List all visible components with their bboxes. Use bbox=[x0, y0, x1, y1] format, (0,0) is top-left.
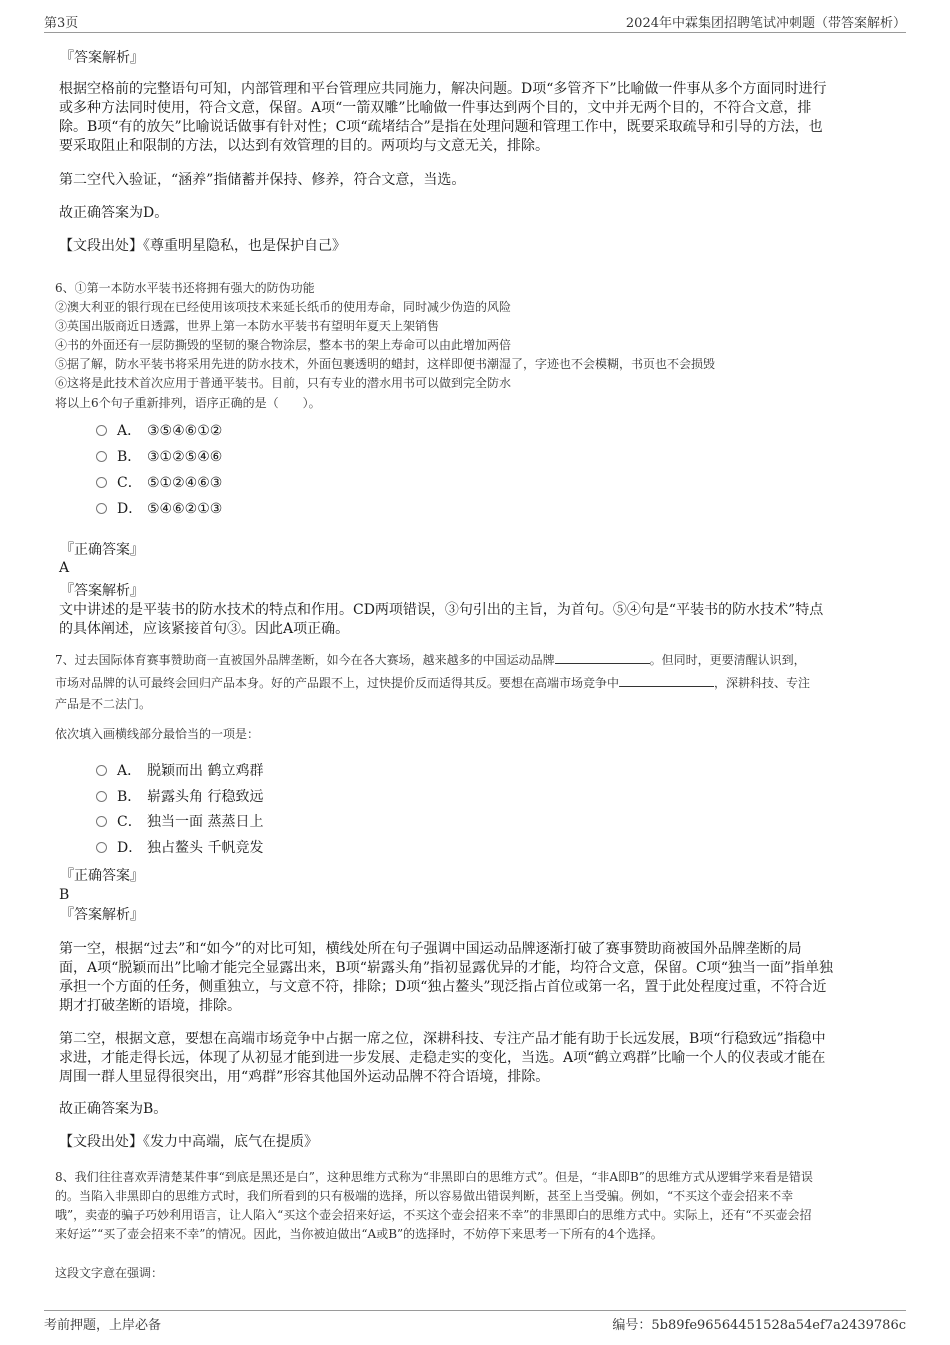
footer-slogan: 考前押题，上岸必备 bbox=[44, 1318, 162, 1333]
q7-option-c[interactable]: C． 独当一面 蒸蒸日上 bbox=[96, 812, 263, 832]
analysis-para1-line3: 除。B项“有的放矢”比喻说话做事有针对性；C项“疏堵结合”是指在处理问题和管理工作中，既要采取疏导和引导的方法，也 bbox=[59, 119, 823, 135]
q7-analysis-para1-line: 期才打破垄断的语境，排除。 bbox=[59, 998, 241, 1014]
q8-line: 8、我们往往喜欢弄清楚某件事“到底是黑还是白”，这种思维方式称为“非黑即白的思维方式”。但是，“非A即B”的思维方式从逻辑学来看是错误 bbox=[55, 1170, 813, 1184]
analysis-para2: 第二空代入验证，“涵养”指储蓄并保持、修养，符合文意，当选。 bbox=[59, 172, 466, 188]
document-title: 2024年中霖集团招聘笔试冲刺题（带答案解析） bbox=[625, 16, 906, 31]
source-citation: 【文段出处】《尊重明星隐私，也是保护自己》 bbox=[59, 238, 346, 254]
q7-option-b[interactable]: B． 崭露头角 行稳致远 bbox=[96, 787, 263, 807]
q7-analysis-para2-line: 第二空，根据文意，要想在高端市场竞争中占据一席之位，深耕科技、专注产品才能有助于长远发展，B项“行稳致远”指稳中 bbox=[59, 1031, 826, 1047]
radio-icon[interactable] bbox=[96, 791, 107, 802]
q6-correct-label: 『正确答案』 bbox=[60, 542, 144, 558]
q7-correct-answer: B bbox=[59, 887, 70, 903]
analysis-para1-line2: 或多种方法同时使用，符合文意，保留。A项“一箭双雕”比喻做一件事达到两个目的，文中并无两个目的，不符合文意，排 bbox=[59, 100, 812, 116]
fill-blank-1 bbox=[555, 651, 650, 664]
radio-icon[interactable] bbox=[96, 816, 107, 827]
q7-analysis-para2-line: 求进，才能走得长远，体现了从初显才能到进一步发展、走稳走实的变化，当选。A项“鹤立鸡群”比喻一个人的仪表或才能在 bbox=[59, 1050, 826, 1066]
q6-option-b[interactable]: B． ③①②⑤④⑥ bbox=[96, 447, 222, 467]
q7-line3: 产品是不二法门。 bbox=[55, 697, 152, 711]
q7-correct-label: 『正确答案』 bbox=[60, 868, 144, 884]
q6-option-d[interactable]: D． ⑤④⑥②①③ bbox=[96, 499, 222, 519]
q6-line: ④书的外面还有一层防撕毁的坚韧的聚合物涂层，整本书的架上寿命可以由此增加两倍 bbox=[55, 338, 512, 352]
q6-line: ⑤据了解，防水平装书将采用先进的防水技术，外面包裹透明的蜡封，这样即便书潮湿了，字迹也不会模糊，书页也不会损毁 bbox=[55, 357, 716, 371]
q6-option-a[interactable]: A． ③⑤④⑥①② bbox=[96, 421, 222, 441]
q7-analysis-label: 『答案解析』 bbox=[60, 907, 144, 923]
analysis-conclusion: 故正确答案为D。 bbox=[59, 205, 169, 221]
q7-prompt: 依次填入画横线部分最恰当的一项是： bbox=[55, 727, 260, 741]
q6-correct-answer: A bbox=[59, 560, 70, 576]
q6-prompt: 将以上6个句子重新排列，语序正确的是（ ）。 bbox=[55, 396, 321, 410]
q7-source-citation: 【文段出处】《发力中高端，底气在提质》 bbox=[59, 1134, 318, 1150]
analysis-para1-line1: 根据空格前的完整语句可知，内部管理和平台管理应共同施力，解决问题。D项“多管齐下”比喻做一件事从多个方面同时进行 bbox=[59, 81, 827, 97]
page-number: 第3页 bbox=[44, 16, 79, 31]
q6-analysis-line1: 文中讲述的是平装书的防水技术的特点和作用。CD两项错误，③句引出的主旨，为首句。⑤④句是“平装书的防水技术”特点 bbox=[59, 602, 824, 618]
q7-conclusion: 故正确答案为B。 bbox=[59, 1101, 168, 1117]
q7-analysis-para1-line: 承担一个方面的任务，侧重独立，与文意不符，排除；D项“独占鳌头”现泛指占首位或第一名，置于此处程度过重，不符合近 bbox=[59, 979, 827, 995]
radio-icon[interactable] bbox=[96, 503, 107, 514]
q6-line: ②澳大利亚的银行现在已经使用该项技术来延长纸币的使用寿命，同时减少伪造的风险 bbox=[55, 300, 512, 314]
q8-prompt: 这段文字意在强调： bbox=[55, 1266, 164, 1280]
radio-icon[interactable] bbox=[96, 425, 107, 436]
q7-option-d[interactable]: D． 独占鳌头 千帆竞发 bbox=[96, 838, 263, 858]
q8-line: 的。当陷入非黑即白的思维方式时，我们所看到的只有极端的选择，所以容易做出错误判断，甚至上当受骗。例如，“不买这个壶会招来不幸 bbox=[55, 1189, 794, 1203]
page-header bbox=[44, 12, 906, 33]
q7-analysis-para1-line: 面，A项“脱颖而出”比喻才能完全显露出来，B项“崭露头角”指初显露优异的才能，均符合文意，保留。C项“独当一面”指单独 bbox=[59, 960, 834, 976]
q7-analysis-para2-line: 周围一群人里显得很突出，用“鸡群”形容其他国外运动品牌不符合语境，排除。 bbox=[59, 1069, 550, 1085]
q7-analysis-para1-line: 第一空，根据“过去”和“如今”的对比可知，横线处所在句子强调中国运动品牌逐渐打破了赛事赞助商被国外品牌垄断的局 bbox=[59, 941, 802, 957]
q8-line: 来好运”“买了壶会招来不幸”的情况。因此，当你被迫做出“A或B”的选择时，不妨停下来思考一下所有的4个选择。 bbox=[55, 1227, 663, 1241]
analysis-para1-line4: 要采取阻止和限制的方法，以达到有效管理的目的。两项均与文意无关，排除。 bbox=[59, 138, 549, 154]
q6-analysis-label: 『答案解析』 bbox=[60, 583, 144, 599]
q8-line: 哦”，卖壶的骗子巧妙利用语言，让人陷入“买这个壶会招来好运，不买这个壶会招来不幸”的非黑即白的思维方式中。实际上，还有“不买壶会招 bbox=[55, 1208, 812, 1222]
document-id: 编号：5b89fe96564451528a54ef7a2439786c bbox=[612, 1318, 906, 1333]
fill-blank-2 bbox=[619, 674, 714, 687]
page-footer bbox=[44, 1314, 906, 1334]
q7-line2: 市场对品牌的认可最终会回归产品本身。好的产品跟不上，过快提价反而适得其反。要想在高端市场竞争中 ，深耕科技、专注 bbox=[55, 676, 811, 690]
analysis-label: 『答案解析』 bbox=[60, 50, 144, 66]
q6-line: ⑥这将是此技术首次应用于普通平装书。目前，只有专业的潜水用书可以做到完全防水 bbox=[55, 376, 512, 390]
q6-analysis-line2: 的具体阐述，应该紧接首句③。因此A项正确。 bbox=[59, 621, 350, 637]
radio-icon[interactable] bbox=[96, 842, 107, 853]
radio-icon[interactable] bbox=[96, 451, 107, 462]
q6-line: 6、①第一本防水平装书还将拥有强大的防伪功能 bbox=[55, 281, 315, 295]
q7-option-a[interactable]: A． 脱颖而出 鹤立鸡群 bbox=[96, 761, 263, 781]
radio-icon[interactable] bbox=[96, 477, 107, 488]
q6-option-c[interactable]: C． ⑤①②④⑥③ bbox=[96, 473, 222, 493]
q6-line: ③英国出版商近日透露，世界上第一本防水平装书有望明年夏天上架销售 bbox=[55, 319, 440, 333]
radio-icon[interactable] bbox=[96, 765, 107, 776]
q7-line1: 7、过去国际体育赛事赞助商一直被国外品牌垄断，如今在各大赛场，越来越多的中国运动品牌 。但同时，更要清醒认识到， bbox=[55, 653, 806, 667]
